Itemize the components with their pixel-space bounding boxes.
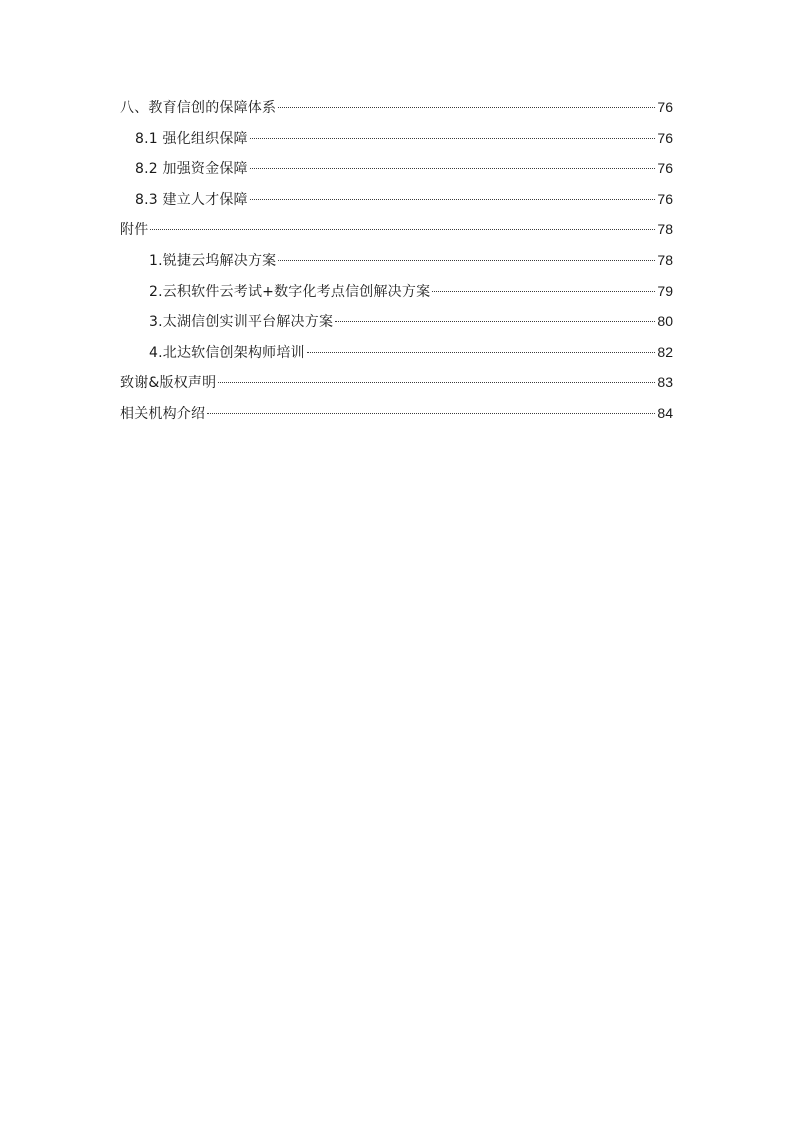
toc-dot-leader [207,413,655,414]
toc-entry-related-organizations[interactable] [120,402,673,433]
toc-entry-title: 8.3 建立人才保障 [135,191,248,208]
toc-entry-title: 附件 [120,222,149,239]
toc-entry-title: 相关机构介绍 [120,405,206,422]
table-of-contents [120,96,673,433]
toc-entry-8-1[interactable] [120,127,673,158]
toc-dot-leader [278,107,655,108]
toc-entry-appendix[interactable] [120,218,673,249]
toc-entry-title: 3.太湖信创实训平台解决方案 [149,314,334,331]
toc-entry-title: 4.北达软信创架构师培训 [149,344,305,361]
toc-page-number: 80 [657,313,673,330]
toc-entry-chapter-8[interactable] [120,96,673,127]
toc-page-number: 79 [657,282,673,299]
toc-dot-leader [307,352,656,353]
toc-entry-8-2[interactable] [120,157,673,188]
toc-page-number: 78 [657,221,673,238]
toc-dot-leader [278,260,655,261]
toc-page-number: 84 [657,404,673,421]
toc-entry-appendix-1[interactable] [120,249,673,280]
toc-dot-leader [250,199,656,200]
toc-page-number: 76 [657,129,673,146]
toc-entry-appendix-3[interactable] [120,310,673,341]
toc-entry-acknowledgements[interactable] [120,371,673,402]
toc-entry-title: 1.锐捷云坞解决方案 [149,252,277,269]
toc-entry-appendix-2[interactable] [120,280,673,311]
toc-entry-title: 八、教育信创的保障体系 [120,100,277,116]
toc-dot-leader [250,168,656,169]
toc-dot-leader [335,321,655,322]
toc-entry-appendix-4[interactable] [120,341,673,372]
toc-entry-8-3[interactable] [120,188,673,219]
toc-page-number: 76 [657,99,673,115]
toc-entry-title: 8.2 加强资金保障 [135,161,248,178]
toc-dot-leader [432,291,655,292]
toc-dot-leader [250,138,656,139]
toc-dot-leader [150,229,655,230]
toc-entry-title: 2.云积软件云考试+数字化考点信创解决方案 [149,283,431,300]
toc-page-number: 83 [657,374,673,391]
toc-page-number: 82 [657,343,673,360]
toc-dot-leader [218,382,655,383]
toc-page-number: 76 [657,160,673,177]
toc-entry-title: 致谢&版权声明 [120,375,217,392]
toc-page-number: 78 [657,251,673,268]
toc-page-number: 76 [657,190,673,207]
toc-entry-title: 8.1 强化组织保障 [135,130,248,147]
